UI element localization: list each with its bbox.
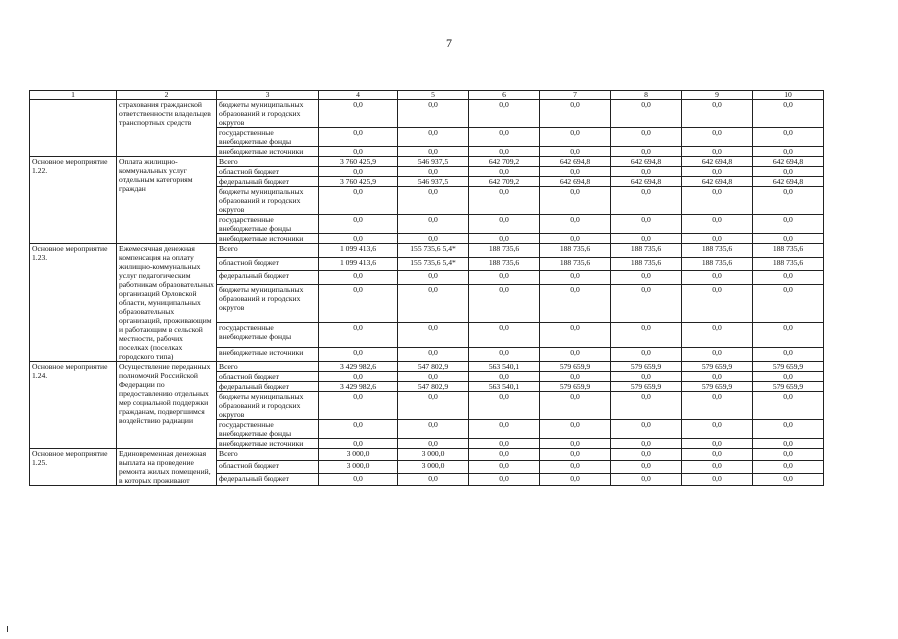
amount-cell: 188 735,6 bbox=[682, 257, 753, 271]
amount-cell: 0,0 bbox=[469, 372, 540, 382]
funding-source: областной бюджет bbox=[217, 372, 319, 382]
activity-code: Основное мероприятие 1.24. bbox=[30, 362, 117, 449]
amount-cell: 0,0 bbox=[469, 449, 540, 461]
amount-cell: 0,0 bbox=[469, 284, 540, 322]
amount-cell: 0,0 bbox=[398, 322, 469, 348]
amount-cell: 155 735,6 5,4* bbox=[398, 244, 469, 258]
funding-source: бюджеты муниципальных образований и городских округов bbox=[217, 187, 319, 215]
amount-cell: 3 000,0 bbox=[398, 449, 469, 461]
amount-cell: 155 735,6 5,4* bbox=[398, 257, 469, 271]
amount-cell: 0,0 bbox=[611, 322, 682, 348]
amount-cell: 0,0 bbox=[611, 372, 682, 382]
amount-cell: 579 659,9 bbox=[682, 382, 753, 392]
funding-source: Всего bbox=[217, 157, 319, 167]
amount-cell: 0,0 bbox=[753, 147, 824, 157]
amount-cell: 0,0 bbox=[319, 420, 398, 439]
amount-cell: 0,0 bbox=[753, 100, 824, 128]
amount-cell: 188 735,6 bbox=[611, 244, 682, 258]
amount-cell: 0,0 bbox=[753, 392, 824, 420]
amount-cell: 0,0 bbox=[398, 234, 469, 244]
amount-cell: 3 429 982,6 bbox=[319, 362, 398, 372]
amount-cell: 0,0 bbox=[682, 271, 753, 285]
amount-cell: 579 659,9 bbox=[611, 382, 682, 392]
amount-cell: 0,0 bbox=[682, 322, 753, 348]
amount-cell: 3 000,0 bbox=[398, 461, 469, 473]
amount-cell: 0,0 bbox=[611, 215, 682, 234]
amount-cell: 0,0 bbox=[469, 392, 540, 420]
amount-cell: 0,0 bbox=[753, 167, 824, 177]
activity-code: Основное мероприятие 1.22. bbox=[30, 157, 117, 244]
amount-cell: 188 735,6 bbox=[469, 257, 540, 271]
amount-cell: 188 735,6 bbox=[682, 244, 753, 258]
amount-cell: 0,0 bbox=[469, 234, 540, 244]
amount-cell: 0,0 bbox=[753, 420, 824, 439]
table-row bbox=[30, 244, 824, 258]
amount-cell: 0,0 bbox=[682, 449, 753, 461]
amount-cell: 188 735,6 bbox=[753, 257, 824, 271]
page-number: 7 bbox=[446, 36, 452, 50]
funding-source: федеральный бюджет bbox=[217, 473, 319, 485]
amount-cell: 0,0 bbox=[540, 392, 611, 420]
amount-cell: 188 735,6 bbox=[540, 244, 611, 258]
amount-cell: 0,0 bbox=[398, 100, 469, 128]
amount-cell: 0,0 bbox=[469, 461, 540, 473]
amount-cell: 0,0 bbox=[540, 271, 611, 285]
funding-source: областной бюджет bbox=[217, 257, 319, 271]
table-row bbox=[30, 362, 824, 372]
column-number-1: 1 bbox=[30, 91, 117, 100]
amount-cell: 0,0 bbox=[611, 234, 682, 244]
amount-cell: 0,0 bbox=[319, 147, 398, 157]
amount-cell: 0,0 bbox=[753, 461, 824, 473]
amount-cell: 579 659,9 bbox=[682, 362, 753, 372]
activity-name: страхования гражданской ответственности владельцев транспортных средств bbox=[117, 100, 217, 157]
amount-cell: 0,0 bbox=[540, 348, 611, 362]
activity-name: Осуществление переданных полномочий Российской Федерации по предоставлению отдельных мер социальной поддержки гражданам, подвергшимся воздействию радиации bbox=[117, 362, 217, 449]
amount-cell: 0,0 bbox=[682, 461, 753, 473]
amount-cell: 0,0 bbox=[319, 100, 398, 128]
amount-cell: 642 694,8 bbox=[611, 177, 682, 187]
amount-cell: 0,0 bbox=[540, 439, 611, 449]
amount-cell: 642 694,8 bbox=[611, 157, 682, 167]
funding-source: федеральный бюджет bbox=[217, 382, 319, 392]
amount-cell: 0,0 bbox=[398, 348, 469, 362]
activity-name: Ежемесячная денежная компенсация на оплату жилищно-коммунальных услуг педагогическим работникам образовательных организаций Орловской области, муниципальных образовательных организаций, проживающим и работающим в сельской местности, рабочих поселках (поселках городского типа) bbox=[117, 244, 217, 362]
amount-cell: 0,0 bbox=[319, 473, 398, 485]
funding-source: областной бюджет bbox=[217, 461, 319, 473]
amount-cell: 0,0 bbox=[540, 322, 611, 348]
amount-cell: 0,0 bbox=[469, 100, 540, 128]
amount-cell: 0,0 bbox=[469, 322, 540, 348]
amount-cell: 0,0 bbox=[398, 473, 469, 485]
amount-cell: 642 709,2 bbox=[469, 177, 540, 187]
amount-cell: 0,0 bbox=[753, 322, 824, 348]
amount-cell: 0,0 bbox=[469, 348, 540, 362]
amount-cell: 0,0 bbox=[611, 128, 682, 147]
amount-cell: 0,0 bbox=[540, 147, 611, 157]
amount-cell: 0,0 bbox=[469, 167, 540, 177]
funding-source: Всего bbox=[217, 449, 319, 461]
amount-cell: 0,0 bbox=[753, 473, 824, 485]
amount-cell: 0,0 bbox=[753, 271, 824, 285]
funding-source: областной бюджет bbox=[217, 167, 319, 177]
amount-cell: 0,0 bbox=[611, 167, 682, 177]
amount-cell: 0,0 bbox=[540, 372, 611, 382]
amount-cell: 0,0 bbox=[611, 187, 682, 215]
amount-cell: 0,0 bbox=[611, 420, 682, 439]
amount-cell: 0,0 bbox=[469, 439, 540, 449]
amount-cell: 0,0 bbox=[753, 449, 824, 461]
amount-cell: 0,0 bbox=[682, 439, 753, 449]
amount-cell: 0,0 bbox=[398, 167, 469, 177]
amount-cell: 0,0 bbox=[611, 449, 682, 461]
amount-cell: 0,0 bbox=[753, 284, 824, 322]
amount-cell: 0,0 bbox=[540, 473, 611, 485]
amount-cell: 0,0 bbox=[682, 234, 753, 244]
funding-source: федеральный бюджет bbox=[217, 177, 319, 187]
column-number-7: 7 bbox=[540, 91, 611, 100]
amount-cell: 0,0 bbox=[319, 348, 398, 362]
amount-cell: 563 540,1 bbox=[469, 362, 540, 372]
amount-cell: 0,0 bbox=[753, 234, 824, 244]
amount-cell: 0,0 bbox=[682, 392, 753, 420]
amount-cell: 0,0 bbox=[682, 128, 753, 147]
amount-cell: 0,0 bbox=[540, 449, 611, 461]
table-row bbox=[30, 100, 824, 128]
funding-source: бюджеты муниципальных образований и городских округов bbox=[217, 392, 319, 420]
amount-cell: 0,0 bbox=[753, 215, 824, 234]
amount-cell: 642 709,2 bbox=[469, 157, 540, 167]
amount-cell: 547 802,9 bbox=[398, 382, 469, 392]
amount-cell: 0,0 bbox=[682, 348, 753, 362]
funding-source: государственные внебюджетные фонды bbox=[217, 128, 319, 147]
table-row bbox=[30, 157, 824, 167]
amount-cell: 0,0 bbox=[398, 439, 469, 449]
amount-cell: 0,0 bbox=[540, 100, 611, 128]
amount-cell: 0,0 bbox=[682, 372, 753, 382]
amount-cell: 3 429 982,6 bbox=[319, 382, 398, 392]
amount-cell: 0,0 bbox=[319, 322, 398, 348]
amount-cell: 188 735,6 bbox=[611, 257, 682, 271]
amount-cell: 579 659,9 bbox=[753, 362, 824, 372]
amount-cell: 0,0 bbox=[319, 215, 398, 234]
funding-source: Всего bbox=[217, 362, 319, 372]
table-row bbox=[30, 449, 824, 461]
amount-cell: 0,0 bbox=[753, 128, 824, 147]
amount-cell: 563 540,1 bbox=[469, 382, 540, 392]
activity-name: Оплата жилищно-коммунальных услуг отдельным категориям граждан bbox=[117, 157, 217, 244]
amount-cell: 0,0 bbox=[540, 234, 611, 244]
amount-cell: 0,0 bbox=[398, 147, 469, 157]
amount-cell: 0,0 bbox=[398, 392, 469, 420]
amount-cell: 0,0 bbox=[398, 215, 469, 234]
amount-cell: 0,0 bbox=[611, 348, 682, 362]
funding-source: государственные внебюджетные фонды bbox=[217, 420, 319, 439]
table-body bbox=[30, 91, 824, 486]
funding-source: бюджеты муниципальных образований и городских округов bbox=[217, 284, 319, 322]
activity-code bbox=[30, 100, 117, 157]
activity-name: Единовременная денежная выплата на проведение ремонта жилых помещений, в которых проживают bbox=[117, 449, 217, 486]
amount-cell: 579 659,9 bbox=[540, 362, 611, 372]
activity-code: Основное мероприятие 1.25. bbox=[30, 449, 117, 486]
budget-table bbox=[29, 90, 824, 486]
amount-cell: 0,0 bbox=[398, 372, 469, 382]
amount-cell: 0,0 bbox=[319, 392, 398, 420]
amount-cell: 0,0 bbox=[540, 128, 611, 147]
amount-cell: 0,0 bbox=[540, 215, 611, 234]
amount-cell: 0,0 bbox=[469, 147, 540, 157]
scan-mark bbox=[7, 626, 8, 632]
amount-cell: 0,0 bbox=[682, 473, 753, 485]
amount-cell: 0,0 bbox=[469, 215, 540, 234]
amount-cell: 0,0 bbox=[319, 284, 398, 322]
amount-cell: 579 659,9 bbox=[540, 382, 611, 392]
amount-cell: 0,0 bbox=[398, 420, 469, 439]
activity-code: Основное мероприятие 1.23. bbox=[30, 244, 117, 362]
column-number-row bbox=[30, 91, 824, 100]
amount-cell: 642 694,8 bbox=[540, 157, 611, 167]
amount-cell: 0,0 bbox=[540, 420, 611, 439]
amount-cell: 0,0 bbox=[611, 284, 682, 322]
amount-cell: 642 694,8 bbox=[753, 177, 824, 187]
amount-cell: 0,0 bbox=[319, 128, 398, 147]
amount-cell: 0,0 bbox=[398, 284, 469, 322]
amount-cell: 0,0 bbox=[682, 215, 753, 234]
amount-cell: 188 735,6 bbox=[469, 244, 540, 258]
amount-cell: 546 937,5 bbox=[398, 157, 469, 167]
amount-cell: 0,0 bbox=[753, 372, 824, 382]
amount-cell: 0,0 bbox=[540, 284, 611, 322]
amount-cell: 0,0 bbox=[319, 439, 398, 449]
amount-cell: 642 694,8 bbox=[682, 177, 753, 187]
amount-cell: 0,0 bbox=[611, 100, 682, 128]
amount-cell: 0,0 bbox=[469, 187, 540, 215]
funding-source: внебюджетные источники bbox=[217, 234, 319, 244]
amount-cell: 0,0 bbox=[682, 147, 753, 157]
column-number-6: 6 bbox=[469, 91, 540, 100]
amount-cell: 579 659,9 bbox=[753, 382, 824, 392]
column-number-9: 9 bbox=[682, 91, 753, 100]
amount-cell: 0,0 bbox=[682, 187, 753, 215]
amount-cell: 0,0 bbox=[319, 187, 398, 215]
column-number-5: 5 bbox=[398, 91, 469, 100]
amount-cell: 0,0 bbox=[469, 128, 540, 147]
amount-cell: 579 659,9 bbox=[611, 362, 682, 372]
amount-cell: 0,0 bbox=[611, 271, 682, 285]
amount-cell: 642 694,8 bbox=[753, 157, 824, 167]
funding-source: государственные внебюджетные фонды bbox=[217, 322, 319, 348]
amount-cell: 0,0 bbox=[611, 392, 682, 420]
amount-cell: 0,0 bbox=[753, 348, 824, 362]
amount-cell: 0,0 bbox=[540, 461, 611, 473]
amount-cell: 0,0 bbox=[611, 473, 682, 485]
amount-cell: 0,0 bbox=[540, 187, 611, 215]
funding-source: Всего bbox=[217, 244, 319, 258]
amount-cell: 1 099 413,6 bbox=[319, 257, 398, 271]
amount-cell: 188 735,6 bbox=[540, 257, 611, 271]
amount-cell: 0,0 bbox=[319, 372, 398, 382]
column-number-4: 4 bbox=[319, 91, 398, 100]
amount-cell: 0,0 bbox=[319, 167, 398, 177]
amount-cell: 0,0 bbox=[753, 187, 824, 215]
amount-cell: 0,0 bbox=[753, 439, 824, 449]
amount-cell: 0,0 bbox=[682, 167, 753, 177]
amount-cell: 0,0 bbox=[319, 271, 398, 285]
amount-cell: 0,0 bbox=[611, 439, 682, 449]
amount-cell: 3 000,0 bbox=[319, 461, 398, 473]
amount-cell: 0,0 bbox=[682, 284, 753, 322]
amount-cell: 3 760 425,9 bbox=[319, 177, 398, 187]
column-number-2: 2 bbox=[117, 91, 217, 100]
amount-cell: 3 000,0 bbox=[319, 449, 398, 461]
amount-cell: 642 694,8 bbox=[682, 157, 753, 167]
amount-cell: 546 937,5 bbox=[398, 177, 469, 187]
funding-source: внебюджетные источники bbox=[217, 439, 319, 449]
amount-cell: 0,0 bbox=[682, 420, 753, 439]
funding-source: государственные внебюджетные фонды bbox=[217, 215, 319, 234]
amount-cell: 1 099 413,6 bbox=[319, 244, 398, 258]
amount-cell: 0,0 bbox=[540, 167, 611, 177]
amount-cell: 0,0 bbox=[469, 473, 540, 485]
funding-source: бюджеты муниципальных образований и городских округов bbox=[217, 100, 319, 128]
column-number-8: 8 bbox=[611, 91, 682, 100]
funding-source: федеральный бюджет bbox=[217, 271, 319, 285]
amount-cell: 0,0 bbox=[398, 271, 469, 285]
amount-cell: 3 760 425,9 bbox=[319, 157, 398, 167]
amount-cell: 0,0 bbox=[469, 420, 540, 439]
column-number-3: 3 bbox=[217, 91, 319, 100]
amount-cell: 188 735,6 bbox=[753, 244, 824, 258]
funding-source: внебюджетные источники bbox=[217, 348, 319, 362]
amount-cell: 0,0 bbox=[398, 187, 469, 215]
amount-cell: 0,0 bbox=[469, 271, 540, 285]
amount-cell: 547 802,9 bbox=[398, 362, 469, 372]
amount-cell: 0,0 bbox=[319, 234, 398, 244]
amount-cell: 642 694,8 bbox=[540, 177, 611, 187]
amount-cell: 0,0 bbox=[682, 100, 753, 128]
amount-cell: 0,0 bbox=[611, 461, 682, 473]
amount-cell: 0,0 bbox=[398, 128, 469, 147]
amount-cell: 0,0 bbox=[611, 147, 682, 157]
column-number-10: 10 bbox=[753, 91, 824, 100]
funding-source: внебюджетные источники bbox=[217, 147, 319, 157]
